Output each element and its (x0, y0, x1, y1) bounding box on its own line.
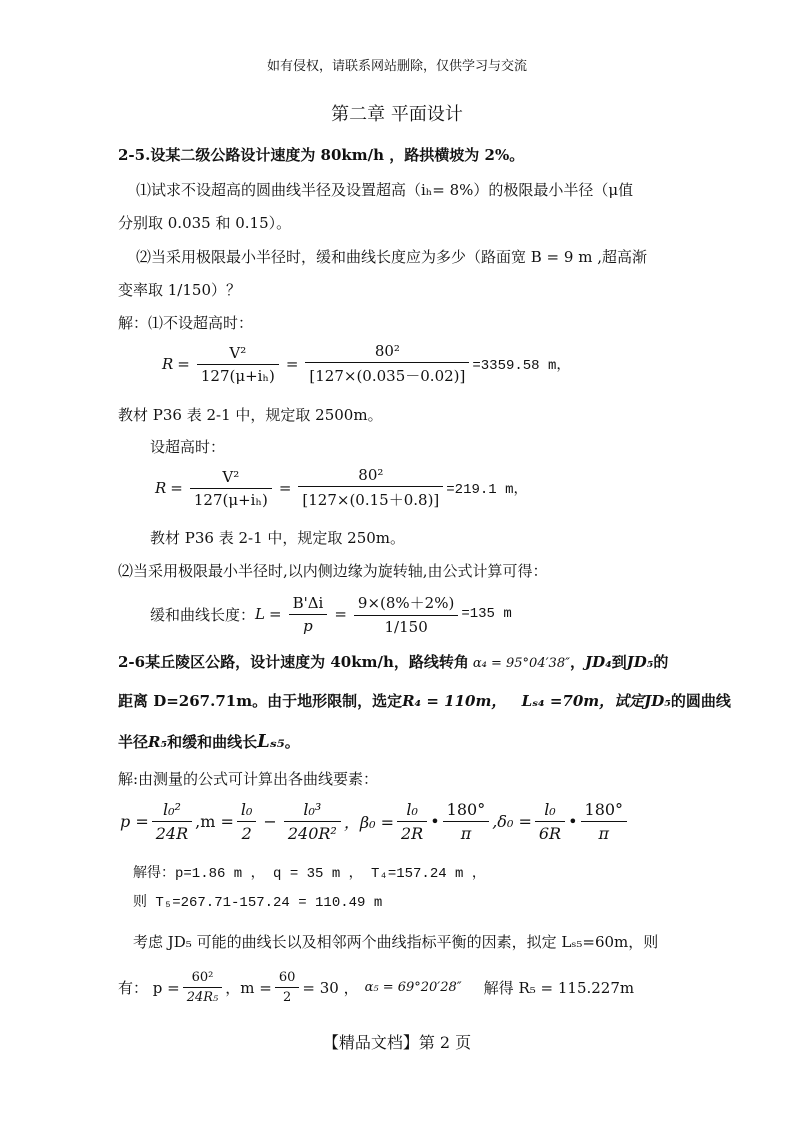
eq3-fraction-a: $\frac{B'\Delta i}{p}$ (289, 594, 328, 635)
final-solution-line: 有： p = $\frac{\text{60²}}{\text{24R₅}}$ ，m = $\frac{60}{2}$ = 30 ， α₅ = 69°20′28″ 解得 R₅ = 115.227m (118, 970, 635, 1005)
r5-symbol: R₅ (148, 733, 168, 751)
formula-m-fraction-b: $\frac{\text{l₀³}}{\text{240R²}}$ (284, 800, 341, 843)
r5-solution: 解得 R₅ = 115.227m (483, 979, 635, 997)
final-p-fraction: $\frac{\text{60²}}{\text{24R₅}}$ (183, 970, 223, 1005)
ls4-value: Lₛ₄ =70m，试定 (521, 692, 645, 710)
consideration-line: 考虑 JD₅ 可能的曲线长以及相邻两个曲线指标平衡的因素，拟定 Lₛ₅=60m，则 (133, 933, 659, 951)
eq2-fraction-a: $\frac{\text{V²}}{\text{127(μ+iₕ)}}$ (190, 468, 272, 509)
equation-transition-length: 缓和曲线长度： L = $\frac{B'\Delta i}{p}$ = $\frac{9\times(8\%+2\%)}{1/150}$ =135 m (150, 593, 512, 636)
result-line-2: 则 T₅=267.71-157.24 = 110.49 m (133, 895, 383, 911)
final-m-fraction: $\frac{60}{2}$ (275, 970, 300, 1005)
note-table-2500: 教材 P36 表 2-1 中，规定取 2500m。 (118, 406, 383, 424)
alpha5-value: α₅ = 69°20′28″ (364, 980, 462, 995)
eq3-lhs: L (255, 605, 265, 623)
problem-2-6-line1: 2-6某丘陵区公路，设计速度为 40km/h，路线转角 α₄ = 95°04′38″，JD₄到JD₅的 (118, 653, 669, 671)
problem-2-5-title: 2-5.设某二级公路设计速度为 80km/h ，路拱横坡为 2%。 (118, 146, 525, 164)
equation-radius-superelevation: R = $\frac{\text{V²}}{\text{127(μ+iₕ)}}$ = $\frac{\text{80²}}{[127\times(0.15+0.8)]}$ =219.1 m， (155, 466, 528, 509)
header-note: 如有侵权，请联系网站删除，仅供学习与交流 (266, 59, 527, 74)
eq2-lhs: R (155, 479, 167, 497)
eq3-result: =135 m (461, 606, 512, 622)
problem-2-6-line2: 距离 D=267.71m。由于地形限制，选定R₄ = 110m， Lₛ₄ =70m，试定JD₅的圆曲线 (118, 692, 731, 710)
solution-label: 解：⑴不设超高时： (118, 314, 254, 332)
chapter-title: 第二章 平面设计 (331, 104, 463, 125)
note-table-250: 教材 P36 表 2-1 中，规定取 250m。 (150, 529, 406, 547)
problem-2-5-q1-line2: 分别取 0.035 和 0.15）。 (118, 214, 292, 232)
angle-alpha4: α₄ = 95°04′38″ (472, 656, 570, 671)
formula-beta-fraction: $\frac{\text{l₀}}{2R}$ (397, 800, 427, 843)
jd4-label: JD₄ (584, 653, 612, 671)
footer-page-number: 【精品文档】第 2 页 (322, 1033, 472, 1052)
eq2-result: =219.1 m， (446, 482, 528, 498)
eq1-fraction-b: $\frac{\text{80²}}{[127\times(0.035-0.02)]}$ (305, 342, 469, 386)
formula-beta-degrees: $\frac{180^\circ}{\pi}$ (443, 800, 490, 843)
formula-delta-degrees: $\frac{180^\circ}{\pi}$ (581, 800, 628, 843)
eq1-fraction-a: $\frac{\text{V²}}{\text{127(μ+iₕ)}}$ (197, 344, 279, 385)
eq3-fraction-b: $\frac{9\times(8\%+2\%)}{1/150}$ (354, 592, 458, 636)
eq1-result: =3359.58 m， (472, 358, 571, 374)
eq1-lhs: R (162, 355, 174, 373)
result-line-1: 解得：p=1.86 m ， q = 35 m ， T₄=157.24 m ， (133, 866, 486, 882)
formula-m-fraction-a: $\frac{\text{l₀}}{2}$ (237, 800, 257, 843)
formula-delta-fraction: $\frac{\text{l₀}}{6R}$ (535, 800, 565, 843)
formula-p-fraction: $\frac{\text{l₀²}}{24R}$ (152, 800, 192, 843)
eq2-fraction-b: $\frac{\text{80²}}{[127\times(0.15+0.8)]}$ (298, 466, 443, 510)
jd5-label: JD₅ (626, 653, 654, 671)
eq3-label: 缓和曲线长度： (150, 605, 256, 624)
ls5-symbol: Lₛ₅ (257, 731, 285, 752)
problem-2-6-solution-label: 解:由测量的公式可计算出各曲线要素： (118, 770, 379, 788)
problem-2-6-line3: 半径R₅和缓和曲线长Lₛ₅。 (118, 731, 300, 752)
part-2-statement: ⑵当采用极限最小半径时,以内侧边缘为旋转轴,由公式计算可得： (118, 562, 548, 580)
equation-radius-no-superelevation: R = $\frac{\text{V²}}{\text{127(μ+iₕ)}}$ = $\frac{\text{80²}}{[127\times(0.035-0.02)]}$ =3359.58 m， (162, 342, 571, 385)
problem-2-5-q2-line2: 变率取 1/150）？ (118, 281, 241, 299)
problem-2-5-q1-line1: ⑴试求不设超高的圆曲线半径及设置超高（iₕ= 8%）的极限最小半径（μ值 (136, 181, 634, 199)
problem-2-5-q2-line1: ⑵当采用极限最小半径时，缓和曲线长度应为多少（路面宽 B = 9 m ,超高渐 (136, 248, 647, 266)
curve-element-formulas: p = $\frac{\text{l₀²}}{24R}$ ,m = $\frac{\text{l₀}}{2}$ − $\frac{\text{l₀³}}{\text{240R²}}$ ，β₀ = $\frac{\text{l₀}}{2R}$ • $\frac{180^\circ}{\pi}$ ,δ₀ = $\frac{\text{l₀}}{6R}$ • $\frac{180^\circ}{\pi}$ (120, 800, 630, 843)
with-superelevation-label: 设超高时： (150, 438, 226, 456)
r4-value: R₄ = 110m， (402, 692, 507, 710)
